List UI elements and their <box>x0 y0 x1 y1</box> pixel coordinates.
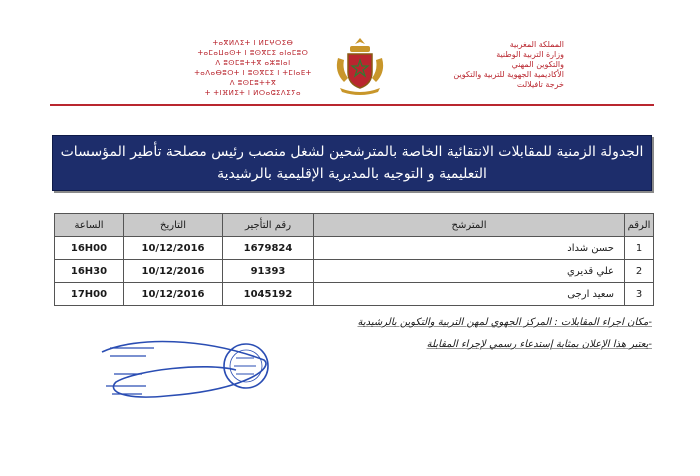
arabic-line: خرجة تافيلالت <box>516 80 564 89</box>
row-number: 1 <box>625 237 654 260</box>
table-header-row <box>55 214 654 237</box>
row-number: 3 <box>625 283 654 306</box>
table-row <box>55 260 654 283</box>
tifinagh-line: ⴷ ⵓⵙⵎⵓⵜⵜⴳ ⴰⵣⵓⵏⴰⵏ <box>215 59 291 67</box>
tifinagh-line: ⵜⴰⴷⴰⴱⵓⵔⵜ ⵏ ⵓⵙⴳⵎⵉ ⵏ ⵜⵎⵏⴰⴹⵜ <box>194 69 312 77</box>
tifinagh-header <box>188 38 318 98</box>
arabic-header <box>424 40 564 90</box>
schedule-table <box>54 213 654 306</box>
row-number: 2 <box>625 260 654 283</box>
interview-date: 10/12/2016 <box>124 283 223 306</box>
tifinagh-line: ⵜ ⵜⵏⴼⵍⵉⵜ ⵏ ⵍⵔⴰⵛⵉⴷⵉⵢⴰ <box>204 89 302 97</box>
interview-time: 17H00 <box>55 283 124 306</box>
title-line-2: التعليمية و التوجيه بالمديرية الإقليمية بالرشيدية <box>217 166 487 182</box>
table-row <box>55 283 654 306</box>
note-location: -مكان اجراء المقابلات : المركز الجهوي لمهن التربية والتكوين بالرشيدية <box>357 317 652 328</box>
tifinagh-line: ⵜⴰⴳⵍⴷⵉⵜ ⵏ ⵍⵎⵖⵔⵉⴱ <box>212 39 294 47</box>
header-number: الرقم <box>625 214 654 237</box>
tifinagh-line: ⴷ ⵓⵙⵎⵓⵜⵜⴳ <box>229 79 277 87</box>
candidate-name: علي قديري <box>314 260 625 283</box>
interview-date: 10/12/2016 <box>124 237 223 260</box>
tifinagh-line: ⵜⴰⵎⴰⵡⴰⵙⵜ ⵏ ⵓⵙⴳⵎⵉ ⴰⵏⴰⵎⵓⵔ <box>197 49 309 57</box>
arabic-line: والتكوين المهني <box>511 60 564 69</box>
header-time: الساعة <box>55 214 124 237</box>
arabic-line: المملكة المغربية <box>509 40 564 49</box>
official-stamp-signature <box>96 334 276 406</box>
table-row <box>55 237 654 260</box>
coat-of-arms-icon <box>332 34 388 96</box>
header-registration: رقم التأجير <box>223 214 314 237</box>
registration-number: 1679824 <box>223 237 314 260</box>
interview-time: 16H00 <box>55 237 124 260</box>
note-official-summons: -يعتبر هذا الإعلان بمثابة إستدعاء رسمي لإجراء المقابلة <box>426 339 652 350</box>
letterhead <box>50 30 654 106</box>
registration-number: 1045192 <box>223 283 314 306</box>
notes-section <box>232 312 652 356</box>
header-candidate: المترشح <box>314 214 625 237</box>
candidate-name: حسن شداد <box>314 237 625 260</box>
interview-time: 16H30 <box>55 260 124 283</box>
registration-number: 91393 <box>223 260 314 283</box>
candidate-name: سعيد ارجى <box>314 283 625 306</box>
interview-date: 10/12/2016 <box>124 260 223 283</box>
arabic-line: الأكاديمية الجهوية للتربية والتكوين <box>453 70 564 79</box>
document-title <box>52 135 652 191</box>
header-date: التاريخ <box>124 214 223 237</box>
arabic-line: وزارة التربية الوطنية <box>496 50 564 59</box>
title-line-1: الجدولة الزمنية للمقابلات الانتقائية الخاصة بالمترشحين لشغل منصب رئيس مصلحة تأطير المؤسسات <box>60 144 644 160</box>
